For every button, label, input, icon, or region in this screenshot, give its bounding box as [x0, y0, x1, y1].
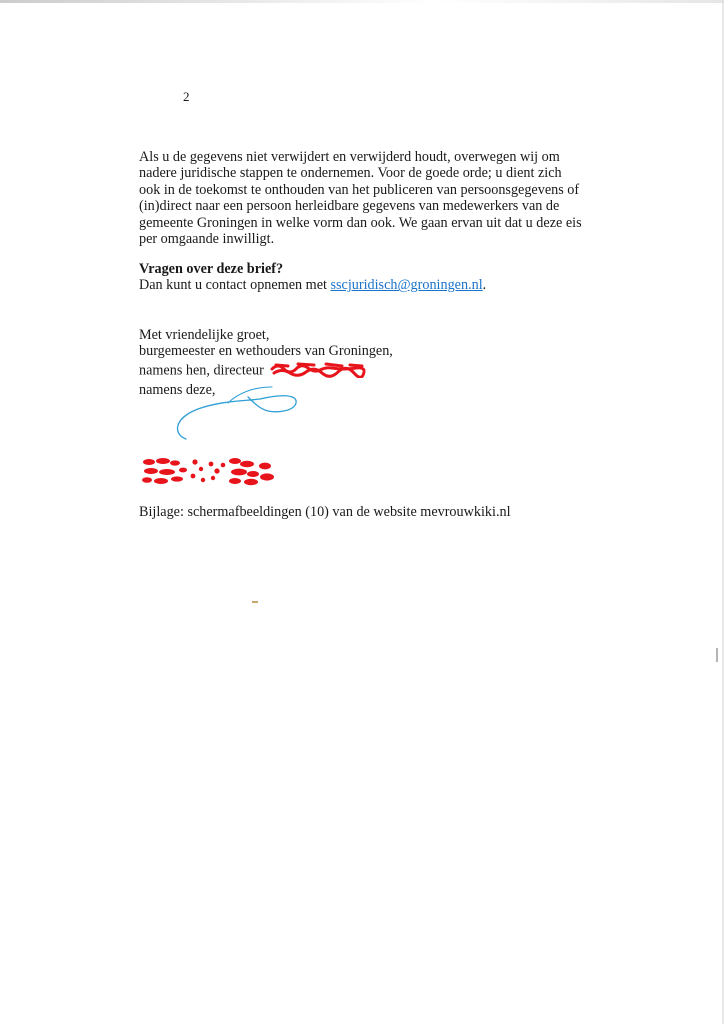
handwritten-signature — [168, 381, 308, 456]
scan-speck — [716, 648, 718, 662]
questions-heading: Vragen over deze brief? — [139, 261, 284, 277]
scan-edge — [0, 0, 724, 3]
contact-text-end: . — [482, 277, 487, 294]
redacted-signature-name — [139, 452, 281, 495]
body-line: (in)direct naar een persoon herleidbare gegevens van medewerkers van de — [139, 198, 560, 215]
body-line: ook in de toekomst te onthouden van het publiceren van persoonsgegevens of — [139, 181, 580, 198]
redacted-name — [268, 360, 368, 382]
on-behalf-text: namens hen, directeur — [139, 362, 264, 379]
attachment-line: Bijlage: schermafbeeldingen (10) van de website mevrouwkiki.nl — [139, 504, 511, 520]
scan-speck — [252, 601, 258, 603]
contact-line — [139, 277, 599, 293]
contact-text: Dan kunt u contact opnemen met — [139, 277, 331, 294]
greeting: Met vriendelijke groet, — [139, 327, 270, 343]
body-paragraph — [139, 149, 599, 247]
body-line: Als u de gegevens niet verwijdert en verwijderd houdt, overwegen wij om — [139, 149, 560, 165]
on-behalf-line — [139, 360, 599, 382]
signatory: burgemeester en wethouders van Groningen, — [139, 343, 393, 360]
page-number: 2 — [183, 89, 190, 104]
body-line: nadere juridische stappen te ondernemen. Voor de goede orde; u dient zich — [139, 165, 562, 182]
email-link[interactable]: sscjuridisch@groningen.nl — [330, 277, 483, 294]
body-line: gemeente Groningen in welke vorm dan ook. We gaan ervan uit dat u deze eis — [139, 214, 582, 231]
body-line: per omgaande inwilligt. — [139, 231, 275, 248]
on-behalf-line-2: namens deze, — [139, 382, 216, 399]
questions-section — [139, 261, 599, 294]
